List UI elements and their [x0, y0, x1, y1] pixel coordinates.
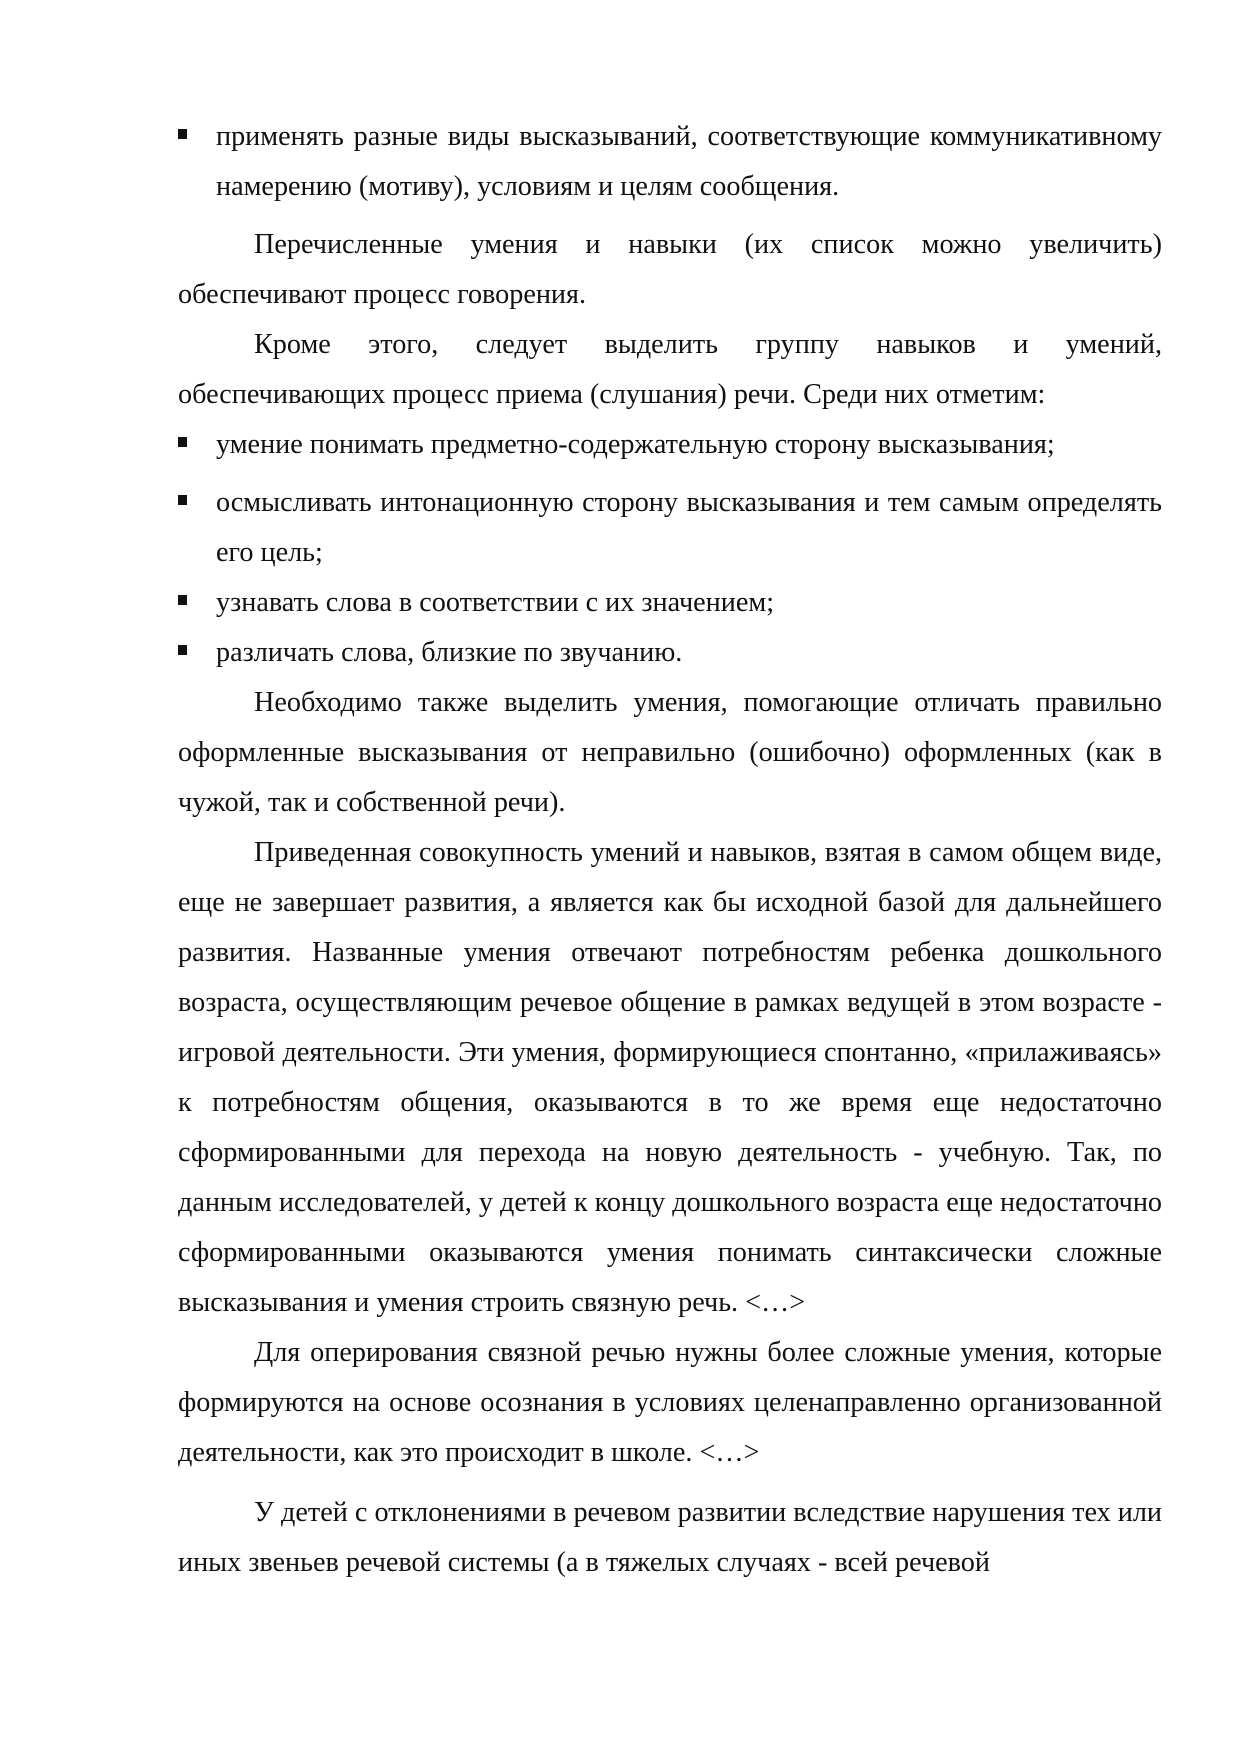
paragraph: Приведенная совокупность умений и навыков, взятая в самом общем виде, еще не завершает развития, а является как бы исходной базой для дальнейшего развития. Названные умения отвечают потребностям ребенка дошкольного возраста, осуществляющим речевое общение в рамках ведущей в этом возрасте - игровой деятельности. Эти умения, формирующиеся спонтанно, «прилаживаясь» к потребностям общения, оказываются в то же время еще недостаточно сформированными для перехода на новую деятельность - учебную. Так, по данным исследователей, у детей к концу дошкольного возраста еще недостаточно сформированными оказываются умения понимать синтаксически сложные высказывания и умения строить связную речь. <…>: [178, 837, 1162, 1318]
paragraph: Перечисленные умения и навыки (их список можно увеличить) обеспечивают процесс говорения.: [178, 229, 1162, 310]
list-item-text: применять разные виды высказываний, соответствующие коммуникативному намерению (мотиву), условиям и целям сообщения.: [216, 121, 1162, 202]
list-item: [178, 420, 1162, 470]
list-item: [178, 578, 1162, 628]
paragraph: Необходимо также выделить умения, помогающие отличать правильно оформленные высказывания от неправильно (ошибочно) оформленных (как в чужой, так и собственной речи).: [178, 687, 1162, 818]
bullet-icon: [178, 595, 187, 605]
document-body: [178, 112, 1162, 1588]
list-item-text: узнавать слова в соответствии с их значением;: [216, 587, 775, 618]
bullet-icon: [178, 645, 187, 655]
bullet-icon: [178, 129, 187, 139]
list-item-text: умение понимать предметно-содержательную сторону высказывания;: [216, 429, 1055, 460]
list-item: [178, 112, 1162, 212]
paragraph: Кроме этого, следует выделить группу навыков и умений, обеспечивающих процесс приема (слушания) речи. Среди них отметим:: [178, 329, 1162, 410]
list-item-text: осмысливать интонационную сторону высказывания и тем самым определять его цель;: [216, 487, 1162, 568]
list-item: [178, 628, 1162, 678]
paragraph: Для оперирования связной речью нужны более сложные умения, которые формируются на основе осознания в условиях целенаправленно организованной деятельности, как это происходит в школе. <…>: [178, 1337, 1162, 1468]
list-item-text: различать слова, близкие по звучанию.: [216, 637, 683, 668]
paragraph: У детей с отклонениями в речевом развитии вследствие нарушения тех или иных звеньев речевой системы (а в тяжелых случаях - всей речевой: [178, 1497, 1162, 1578]
bullet-icon: [178, 437, 187, 447]
bullet-icon: [178, 495, 187, 505]
list-item: [178, 478, 1162, 578]
